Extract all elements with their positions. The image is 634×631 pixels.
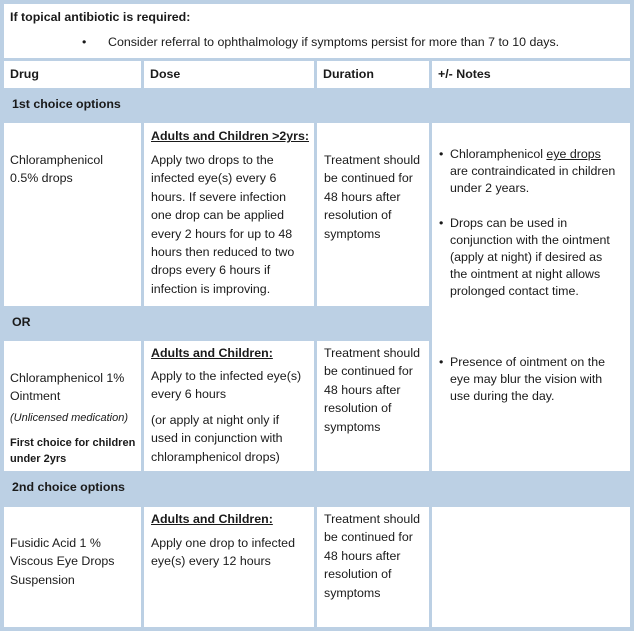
section-second-choice-label: 2nd choice options [12, 480, 125, 494]
eye-drops-link: eye drops [546, 147, 601, 161]
fusidic-drug-cell [4, 507, 141, 627]
drops-drug-name: Chloramphenicol [10, 153, 103, 167]
intro-heading: If topical antibiotic is required: [10, 10, 191, 24]
header-dose-label: Dose [150, 67, 181, 81]
header-duration [317, 61, 429, 88]
fusidic-drug-form: Viscous Eye Drops [10, 554, 115, 569]
drops-duration-text: Treatment should be continued for 48 hours after resolution of symptoms [324, 153, 420, 241]
ointment-drug-cell [4, 341, 141, 471]
drops-drug-cell [4, 123, 141, 306]
section-second-choice [4, 474, 630, 504]
header-notes [432, 61, 630, 88]
ointment-drug-form: Ointment [10, 389, 61, 404]
header-drug [4, 61, 141, 88]
first-choice-children: First choice for children under 2yrs [10, 437, 136, 465]
drops-duration-cell [317, 123, 429, 306]
drops-drug-strength: 0.5% drops [10, 171, 73, 186]
notes-cell [432, 123, 630, 471]
or-separator [4, 309, 429, 338]
fusidic-duration-text: Treatment should be continued for 48 hours after resolution of symptoms [324, 512, 420, 600]
fusidic-drug-name: Fusidic Acid 1 % [10, 536, 101, 550]
header-dose [144, 61, 314, 88]
note-contraindicated: • Chloramphenicol eye drops are contraindicated in children under 2 years. [438, 146, 618, 197]
ointment-dose-night: (or apply at night only if used in conjunction with chloramphenicol drops) [151, 413, 283, 464]
fusidic-duration-cell [317, 507, 429, 627]
unlicensed-note: (Unlicensed medication) [10, 412, 128, 424]
fusidic-dose-text: Apply one drop to infected eye(s) every 12 hours [151, 536, 295, 569]
note-conjunction: • Drops can be used in conjunction with the ointment (apply at night) if desired as the ointment at night allows prolonged contact time. [438, 215, 618, 300]
ointment-duration-text: Treatment should be continued for 48 hours after resolution of symptoms [324, 346, 420, 434]
header-drug-label: Drug [10, 67, 39, 81]
header-duration-label: Duration [323, 67, 374, 81]
ointment-duration-cell [317, 341, 429, 471]
drops-dose-cell [144, 123, 314, 306]
drops-dose-text: Apply two drops to the infected eye(s) every 6 hours. If severe infection one drop can be applied every 2 hours for up to 48 hours then reduced to two drops every 6 hours if infection is improving. [151, 153, 295, 296]
fusidic-drug-type: Suspension [10, 572, 75, 587]
intro-bullet-dot: • [82, 35, 87, 49]
fusidic-notes-cell [432, 507, 630, 627]
header-notes-label: +/- Notes [438, 67, 491, 81]
fusidic-dose-cell [144, 507, 314, 627]
ointment-dose-heading: Adults and Children: [151, 346, 273, 360]
section-first-choice [4, 91, 630, 120]
ointment-dose-cell [144, 341, 314, 471]
intro-cell [4, 4, 630, 58]
note-blur-vision: • Presence of ointment on the eye may blur the vision with use during the day. [438, 354, 618, 405]
intro-bullet-text: Consider referral to ophthalmology if symptoms persist for more than 7 to 10 days. [108, 35, 560, 49]
fusidic-dose-heading: Adults and Children: [151, 512, 273, 526]
ointment-drug-name: Chloramphenicol 1% [10, 371, 125, 385]
or-label: OR [12, 315, 31, 329]
drops-dose-heading: Adults and Children >2yrs: [151, 129, 310, 143]
section-first-choice-label: 1st choice options [12, 97, 121, 111]
ointment-dose-text: Apply to the infected eye(s) every 6 hours [151, 369, 302, 402]
